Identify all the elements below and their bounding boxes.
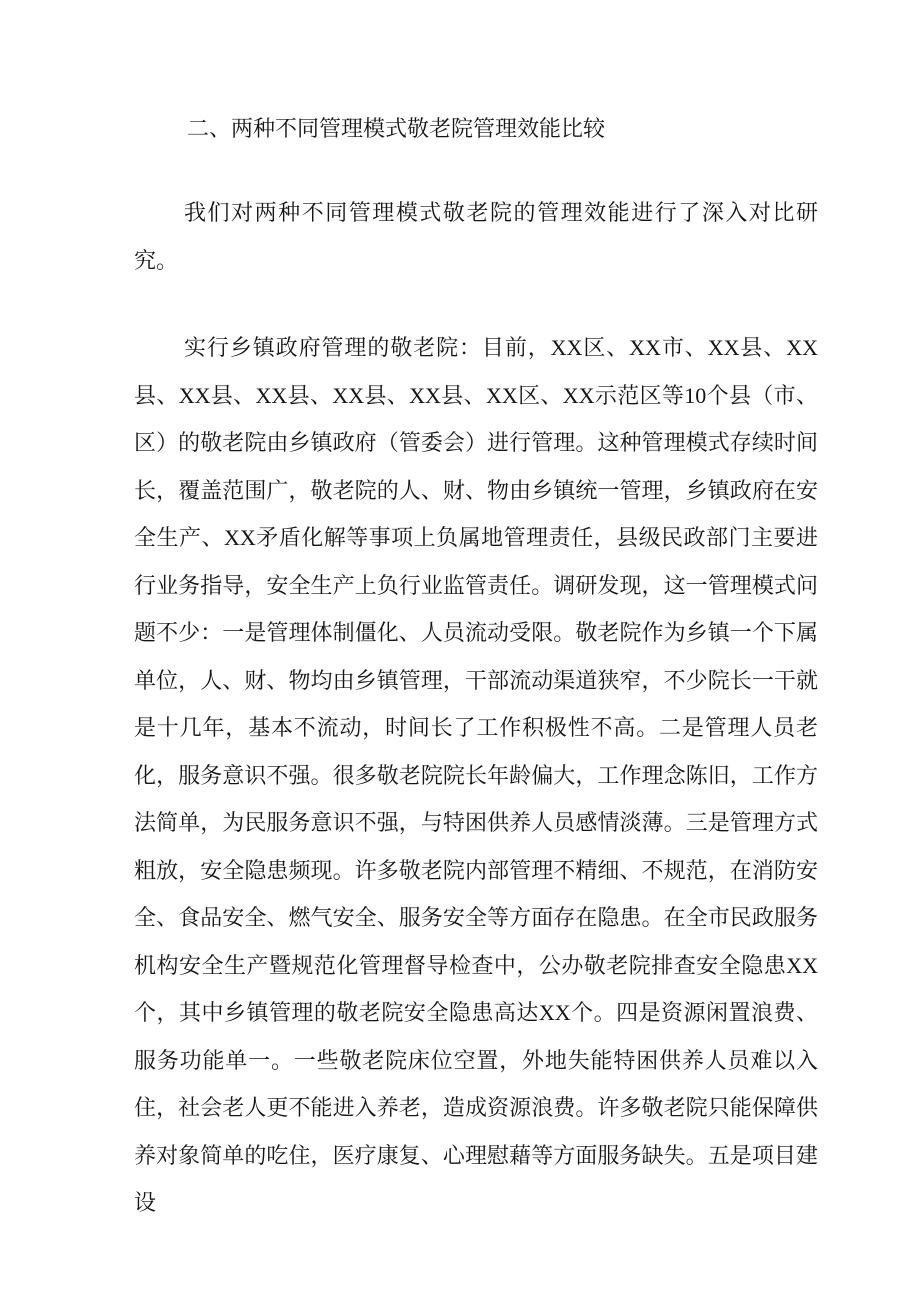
- document-content: [134, 105, 818, 1227]
- paragraph-township-model: 实行乡镇政府管理的敬老院：目前，XX区、XX市、XX县、XX县、XX县、XX县、XX县、XX县、XX区、XX示范区等10个县（市、区）的敬老院由乡镇政府（管委会）进行管理。这种管理模式存续时间长，覆盖范围广，敬老院的人、财、物由乡镇统一管理，乡镇政府在安全生产、XX矛盾化解等事项上负属地管理责任，县级民政部门主要进行业务指导，安全生产上负行业监管责任。调研发现，这一管理模式问题不少：一是管理体制僵化、人员流动受限。敬老院作为乡镇一个下属单位，人、财、物均由乡镇管理，干部流动渠道狭窄，不少院长一干就是十几年，基本不流动，时间长了工作积极性不高。二是管理人员老化，服务意识不强。很多敬老院院长年龄偏大，工作理念陈旧，工作方法简单，为民服务意识不强，与特困供养人员感情淡薄。三是管理方式粗放，安全隐患频现。许多敬老院内部管理不精细、不规范，在消防安全、食品安全、燃气安全、服务安全等方面存在隐患。在全市民政服务机构安全生产暨规范化管理督导检查中，公办敬老院排查安全隐患XX个，其中乡镇管理的敬老院安全隐患高达XX个。四是资源闲置浪费、服务功能单一。一些敬老院床位空置，外地失能特困供养人员难以入住，社会老人更不能进入养老，造成资源浪费。许多敬老院只能保障供养对象简单的吃住，医疗康复、心理慰藉等方面服务缺失。五是项目建设: [134, 335, 818, 1215]
- section-heading: 二、两种不同管理模式敬老院管理效能比较: [187, 116, 606, 141]
- paragraph-intro: 我们对两种不同管理模式敬老院的管理效能进行了深入对比研究。: [134, 200, 818, 273]
